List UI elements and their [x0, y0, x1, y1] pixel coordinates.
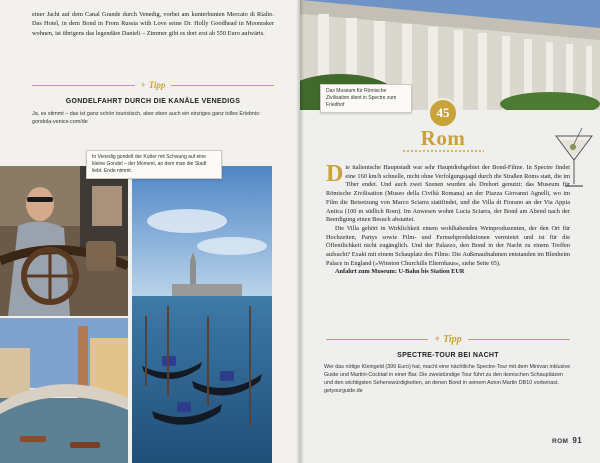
body-paragraph-2: Die Villa gehört in Wirklichkeit einem wohlhabenden Weinproduzenten, der den Ort für Hochzeiten, Partys sowie Film- und Fernsehproduktionen vermietet und ist für die Öffentlichkeit nicht zugänglich. Und der Palazzo, den Bond in der Nacht zu einem Treffen aufsucht? Exakt mit einem Schauplatz des Films: Die Außenaufnahmen entstanden im Blenheim Palace in England (»Winston Churchills Elternhaus«, siehe Seite 65).	[326, 224, 570, 267]
photo-rialto	[0, 318, 128, 463]
right-tipp-rule	[326, 339, 428, 340]
book-gutter	[296, 0, 304, 463]
left-photo-caption: In Venedig gondelt der Kutter mit Schwung auf eine kleine Gondel – der Moment, an dem man die Stadt liebt. Ende nimmt.	[86, 150, 222, 179]
body-paragraph-1: ie italienische Hauptstadt war sehr Hauptdrehgebiet der Bond-Filme. In Spectre findet eine 160 km/h schnelle, nicht ohne Verfolgungsjagd durch die Straßen Roms statt, die im Tiber endet. Und auch zwei Szenen wurden als Drehort genutzt: das Museum für Römische Zivilisation (Museo della Civiltà Romana) an der Piazza Giovanni Agnelli, wo im Film die Beisetzung von Marco Sciarra stattfindet, und die Villa di Fiorano an der Via Appia Antica (100 m südlich Rom). Im Anwesen wohnt Lucia Sciarra, der Bond am Abend nach der Beerdigung einen Besuch abstattet.	[326, 164, 570, 224]
right-tipp-rule	[468, 339, 570, 340]
title-dotted-rule	[402, 150, 484, 152]
left-tipp-divider	[32, 80, 274, 90]
left-tipp-label	[135, 80, 172, 90]
right-tipp-label	[428, 334, 467, 345]
page-folio	[552, 436, 582, 445]
left-tipp-label-text: Tipp	[148, 80, 166, 90]
chapter-title: Rom	[420, 126, 466, 150]
plus-icon: +	[140, 80, 146, 90]
bond-yacht-image	[0, 166, 128, 316]
left-body-text: einer Jacht auf dem Canal Grande durch Venedig, vorbei am kunterbunten Mercato di Rialto. Das Hotel, in dem Bond in From Russia with Love seine Dr. Holly Goodhead in Moonraker wohnen, ist übrigens das legendäre Danieli – Zimmer gibt es dort erst ab 550 Euro aufwärts.	[32, 11, 274, 37]
folio-label: ROM	[552, 438, 569, 445]
right-tipp-heading: SPECTRE-TOUR BEI NACHT	[397, 352, 499, 359]
left-tipp-rule	[171, 85, 274, 86]
gondolas-image	[132, 166, 272, 463]
left-tipp-text: Ja, es stimmt – das ist ganz schön touristisch, aber eben auch ein einziges ganz tolles Erlebnis: gondola-venice.com/de	[32, 111, 261, 125]
photo-gondolas	[132, 166, 272, 463]
photo-bond-yacht	[0, 166, 128, 316]
right-tipp-label-text: Tipp	[443, 334, 462, 345]
right-photo-caption: Das Museum für Römische Zivilisation dient in Spectre zum Friedhof	[320, 84, 412, 113]
plus-icon: +	[434, 334, 441, 345]
right-body-text	[326, 161, 570, 277]
drop-cap: D	[326, 161, 344, 187]
right-page	[300, 0, 600, 463]
left-tipp-heading: GONDELFAHRT DURCH DIE KANÄLE VENEDIGS	[65, 98, 241, 105]
right-tipp-divider	[326, 334, 570, 345]
page-number: 91	[572, 436, 583, 445]
chapter-number-badge: 45	[428, 98, 458, 128]
body-paragraph-3: Anfahrt zum Museum: U-Bahn bis Station EUR	[335, 268, 465, 276]
left-tipp-rule	[32, 85, 135, 86]
right-tipp-text: Wer das nötige Kleingeld (399 Euro) hat, macht eine nächtliche Spectre-Tour mit dem Minivan inklusive Guide und Martini-Cocktail in einer Bar. Die zweistündige Tour führt zu den ikonischen Schauplätzen und den wichtigsten Sehenswürdigkeiten, an denen Bond in seinem Aston Martin DB10 vorbeirast. getyourguide.de	[324, 364, 571, 394]
rialto-image	[0, 318, 128, 463]
